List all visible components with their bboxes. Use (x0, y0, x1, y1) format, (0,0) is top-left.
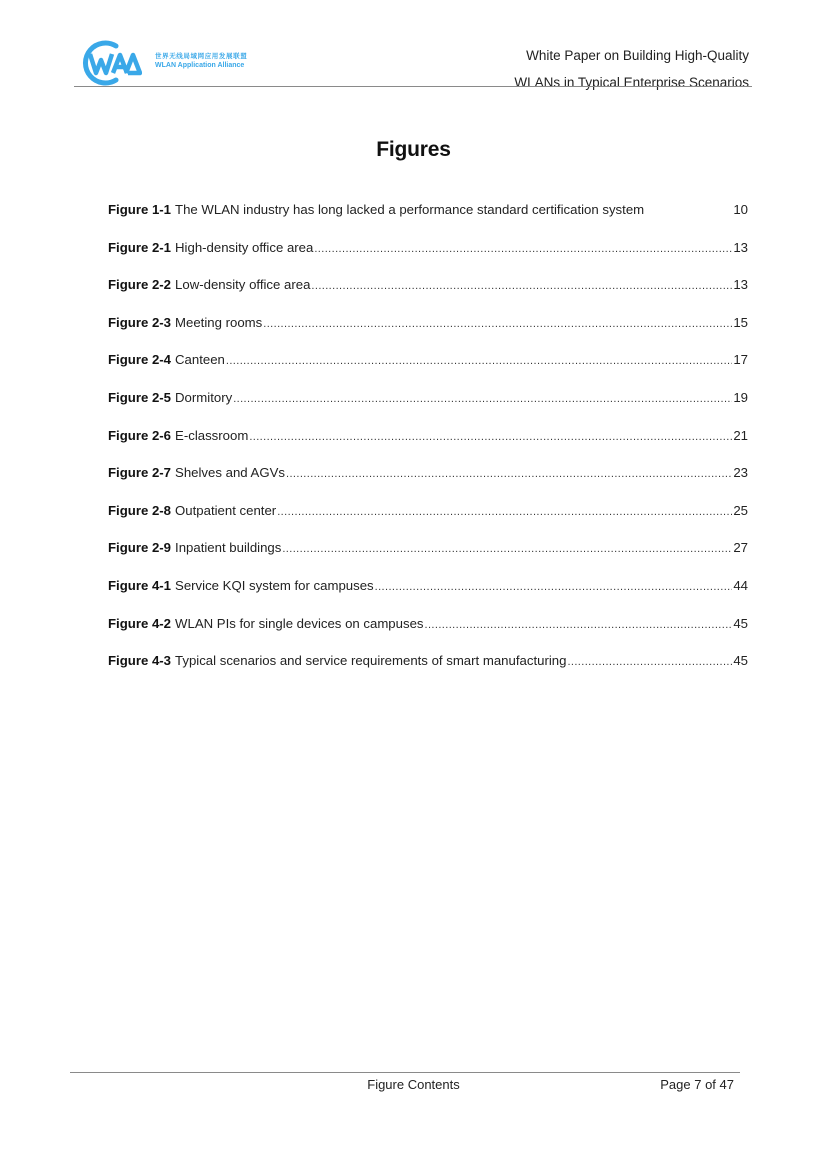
header-divider (74, 86, 752, 87)
figure-entry[interactable] (108, 540, 748, 578)
figure-caption: The WLAN industry has long lacked a performance standard certification system (175, 202, 645, 217)
dot-leader (311, 280, 732, 292)
figure-caption: E-classroom (175, 427, 249, 443)
dot-leader (233, 393, 732, 405)
figure-label: Figure 2-4 (108, 352, 172, 368)
figure-page-number: 25 (733, 502, 748, 518)
figure-caption: Typical scenarios and service requirements of smart manufacturing (175, 653, 567, 669)
document-title-line-1: White Paper on Building High-Quality (526, 48, 749, 63)
figure-caption: Meeting rooms (175, 314, 263, 330)
footer-page-number: Page 7 of 47 (660, 1077, 734, 1092)
figure-caption: Shelves and AGVs (175, 465, 285, 481)
figure-page-number: 13 (733, 239, 748, 255)
figure-label: Figure 2-7 (108, 465, 172, 481)
figure-label: Figure 4-2 (108, 615, 172, 631)
dot-leader (226, 355, 732, 367)
logo-name-cn: 世界无线局域网应用发展联盟 (155, 52, 248, 60)
figure-page-number: 27 (733, 540, 748, 556)
dot-leader (263, 318, 732, 330)
figure-entry[interactable] (108, 240, 748, 278)
figure-page-number: 19 (733, 389, 748, 405)
figure-entry[interactable] (108, 202, 748, 240)
figure-label: Figure 4-3 (108, 653, 172, 669)
figure-page-number: 13 (733, 277, 748, 293)
dot-leader (567, 656, 732, 668)
figure-page-number: 17 (733, 352, 748, 368)
figure-entry[interactable] (108, 578, 748, 616)
figure-label: Figure 2-3 (108, 314, 172, 330)
logo-text (155, 52, 247, 71)
figure-page-number: 44 (733, 577, 748, 593)
figure-page-number: 21 (733, 427, 748, 443)
figure-label: Figure 2-6 (108, 427, 172, 443)
figure-caption: Service KQI system for campuses (175, 577, 374, 593)
figure-caption: WLAN PIs for single devices on campuses (175, 615, 424, 631)
figure-entry[interactable] (108, 315, 748, 353)
logo-name-en: WLAN Application Alliance (155, 62, 245, 69)
dot-leader (314, 243, 732, 255)
dot-leader (277, 506, 732, 518)
figure-caption: Outpatient center (175, 502, 277, 518)
page-title: Figures (376, 138, 451, 161)
dot-leader (282, 543, 732, 555)
waa-logo-icon (76, 40, 142, 86)
figure-label: Figure 4-1 (108, 577, 172, 593)
figure-entry[interactable] (108, 653, 748, 691)
document-title (514, 42, 749, 96)
figure-page-number: 45 (733, 615, 748, 631)
figure-page-number: 15 (733, 314, 748, 330)
figure-entry[interactable] (108, 352, 748, 390)
figure-label: Figure 2-5 (108, 389, 172, 405)
footer-section-name: Figure Contents (367, 1077, 460, 1092)
figure-label: Figure 1-1 (108, 202, 172, 217)
figure-list (108, 202, 748, 691)
figure-label: Figure 2-2 (108, 277, 172, 293)
figure-label: Figure 2-9 (108, 540, 172, 556)
figure-caption: Inpatient buildings (175, 540, 282, 556)
figure-caption: Dormitory (175, 389, 233, 405)
document-title-line-2: WLANs in Typical Enterprise Scenarios (514, 75, 749, 90)
figure-label: Figure 2-8 (108, 502, 172, 518)
dot-leader (249, 431, 732, 443)
alliance-logo (76, 40, 256, 88)
figure-entry[interactable] (108, 428, 748, 466)
figure-label: Figure 2-1 (108, 239, 172, 255)
figure-page-number: 45 (733, 653, 748, 669)
figure-page-number: 23 (733, 465, 748, 481)
footer-divider (70, 1072, 740, 1073)
figure-caption: Low-density office area (175, 277, 311, 293)
figure-caption: High-density office area (175, 239, 314, 255)
figure-caption: Canteen (175, 352, 225, 368)
figure-entry[interactable] (108, 616, 748, 654)
figure-entry[interactable] (108, 277, 748, 315)
figure-entry[interactable] (108, 503, 748, 541)
figure-page-number: 10 (733, 202, 748, 217)
dot-leader (425, 619, 733, 631)
figure-entry[interactable] (108, 390, 748, 428)
dot-leader (375, 581, 733, 593)
figure-entry[interactable] (108, 465, 748, 503)
dot-leader (286, 468, 732, 480)
